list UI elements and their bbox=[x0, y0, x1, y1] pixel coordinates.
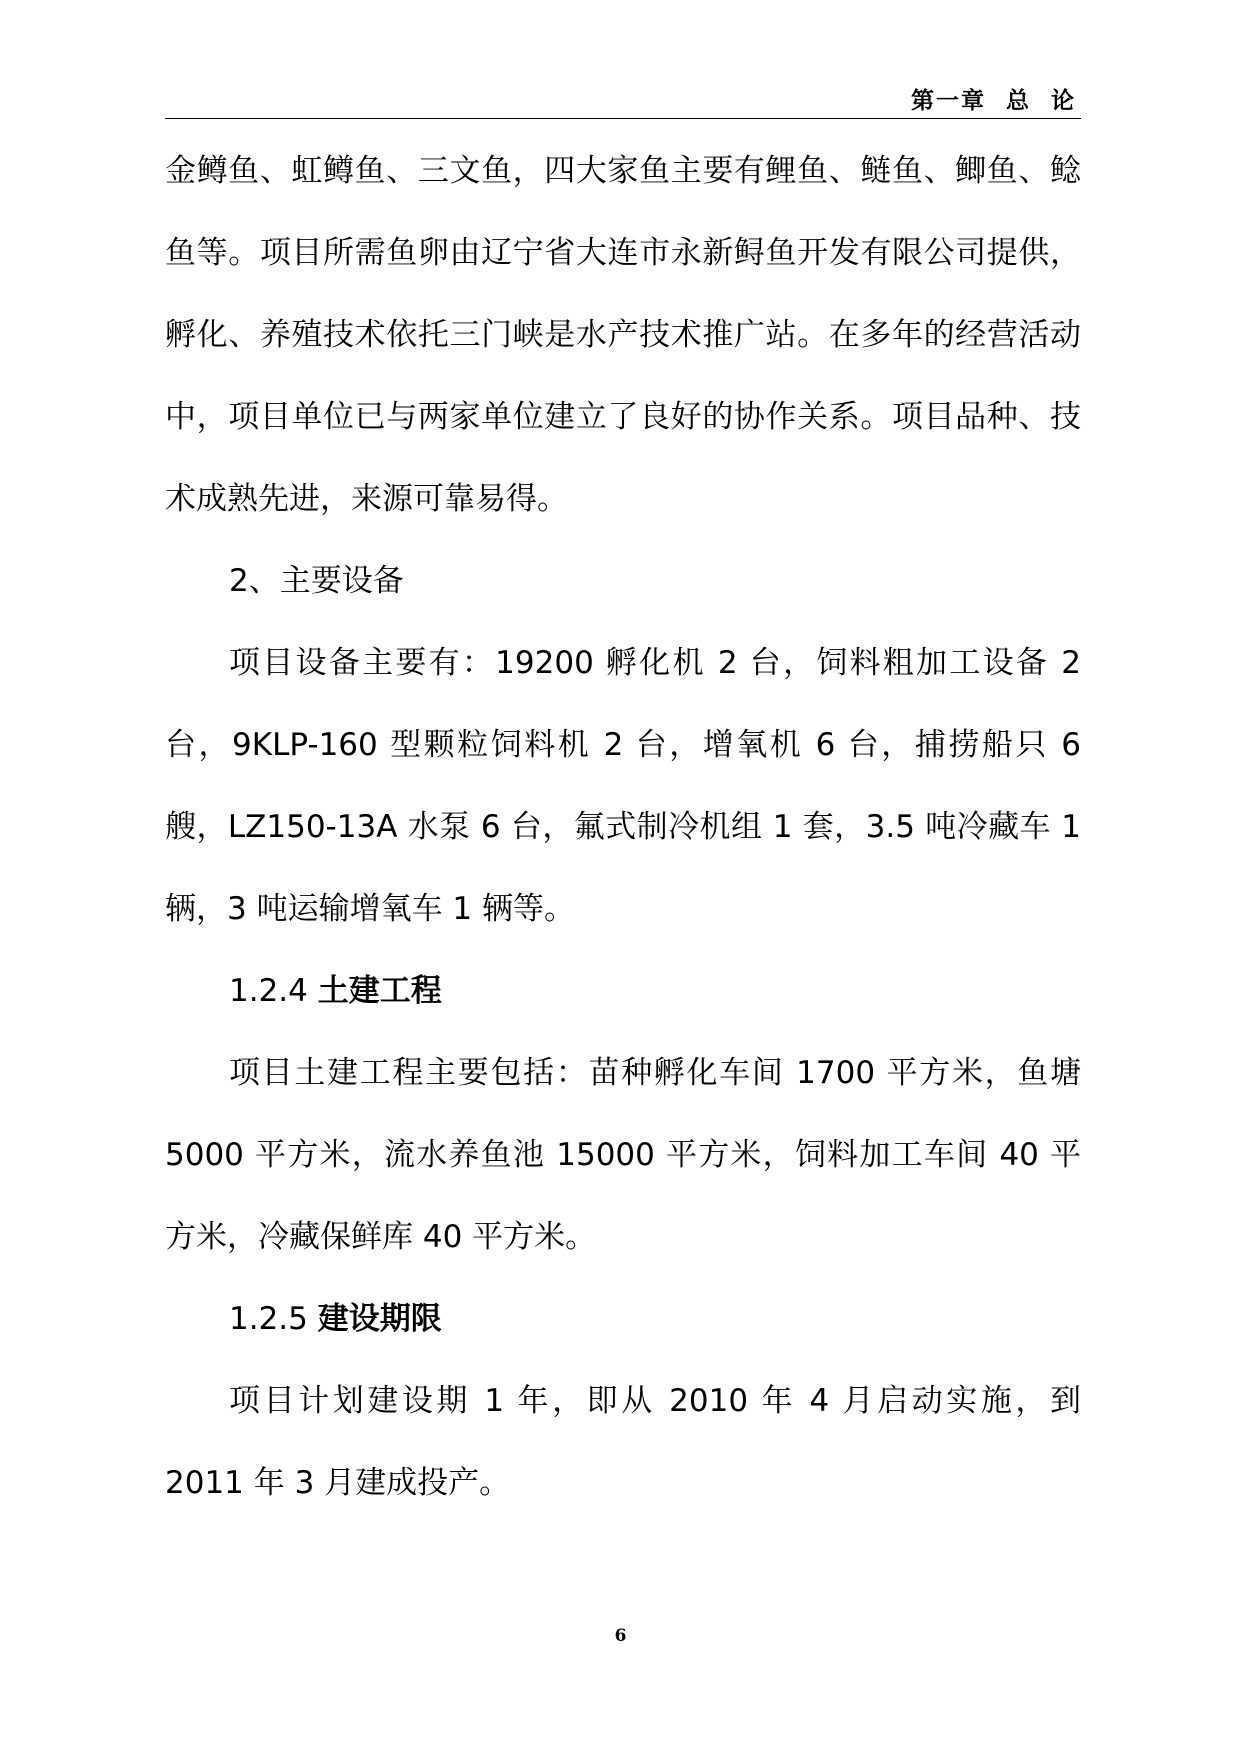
document-body bbox=[165, 130, 1081, 1524]
heading-civil-works bbox=[165, 950, 1081, 1032]
heading-title: 土建工程 bbox=[317, 973, 442, 1009]
paragraph-fish-species: 金鳟鱼、虹鳟鱼、三文鱼，四大家鱼主要有鲤鱼、鲢鱼、鲫鱼、鲶鱼等。项目所需鱼卵由辽宁省大连市永新鲟鱼开发有限公司提供，孵化、养殖技术依托三门峡是水产技术推广站。在多年的经营活动中，项目单位已与两家单位建立了良好的协作关系。项目品种、技术成熟先进，来源可靠易得。 bbox=[165, 153, 1081, 517]
heading-title: 建设期限 bbox=[317, 1301, 442, 1337]
header-divider bbox=[165, 118, 1081, 119]
section-label-main-equipment: 2、主要设备 bbox=[229, 563, 404, 599]
heading-construction-period bbox=[165, 1278, 1081, 1360]
paragraph-civil-works: 项目土建工程主要包括：苗种孵化车间 1700 平方米，鱼塘 5000 平方米，流水养鱼池 15000 平方米，饲料加工车间 40 平方米，冷藏保鲜库 40 平方米。 bbox=[165, 1055, 1081, 1255]
chapter-header: 第一章 总 论 bbox=[910, 88, 1076, 114]
heading-number: 1.2.5 bbox=[229, 1301, 308, 1337]
heading-number: 1.2.4 bbox=[229, 973, 308, 1009]
page-number: 6 bbox=[614, 1626, 627, 1646]
paragraph-equipment: 项目设备主要有：19200 孵化机 2 台，饲料粗加工设备 2 台，9KLP-160 型颗粒饲料机 2 台，增氧机 6 台，捕捞船只 6 艘，LZ150-13A 水泵 6 台，氟式制冷机组 1 套，3.5 吨冷藏车 1 辆，3 吨运输增氧车 1 辆等。 bbox=[165, 645, 1081, 927]
paragraph-construction-period: 项目计划建设期 1 年，即从 2010 年 4 月启动实施，到 2011 年 3 月建成投产。 bbox=[165, 1383, 1081, 1501]
